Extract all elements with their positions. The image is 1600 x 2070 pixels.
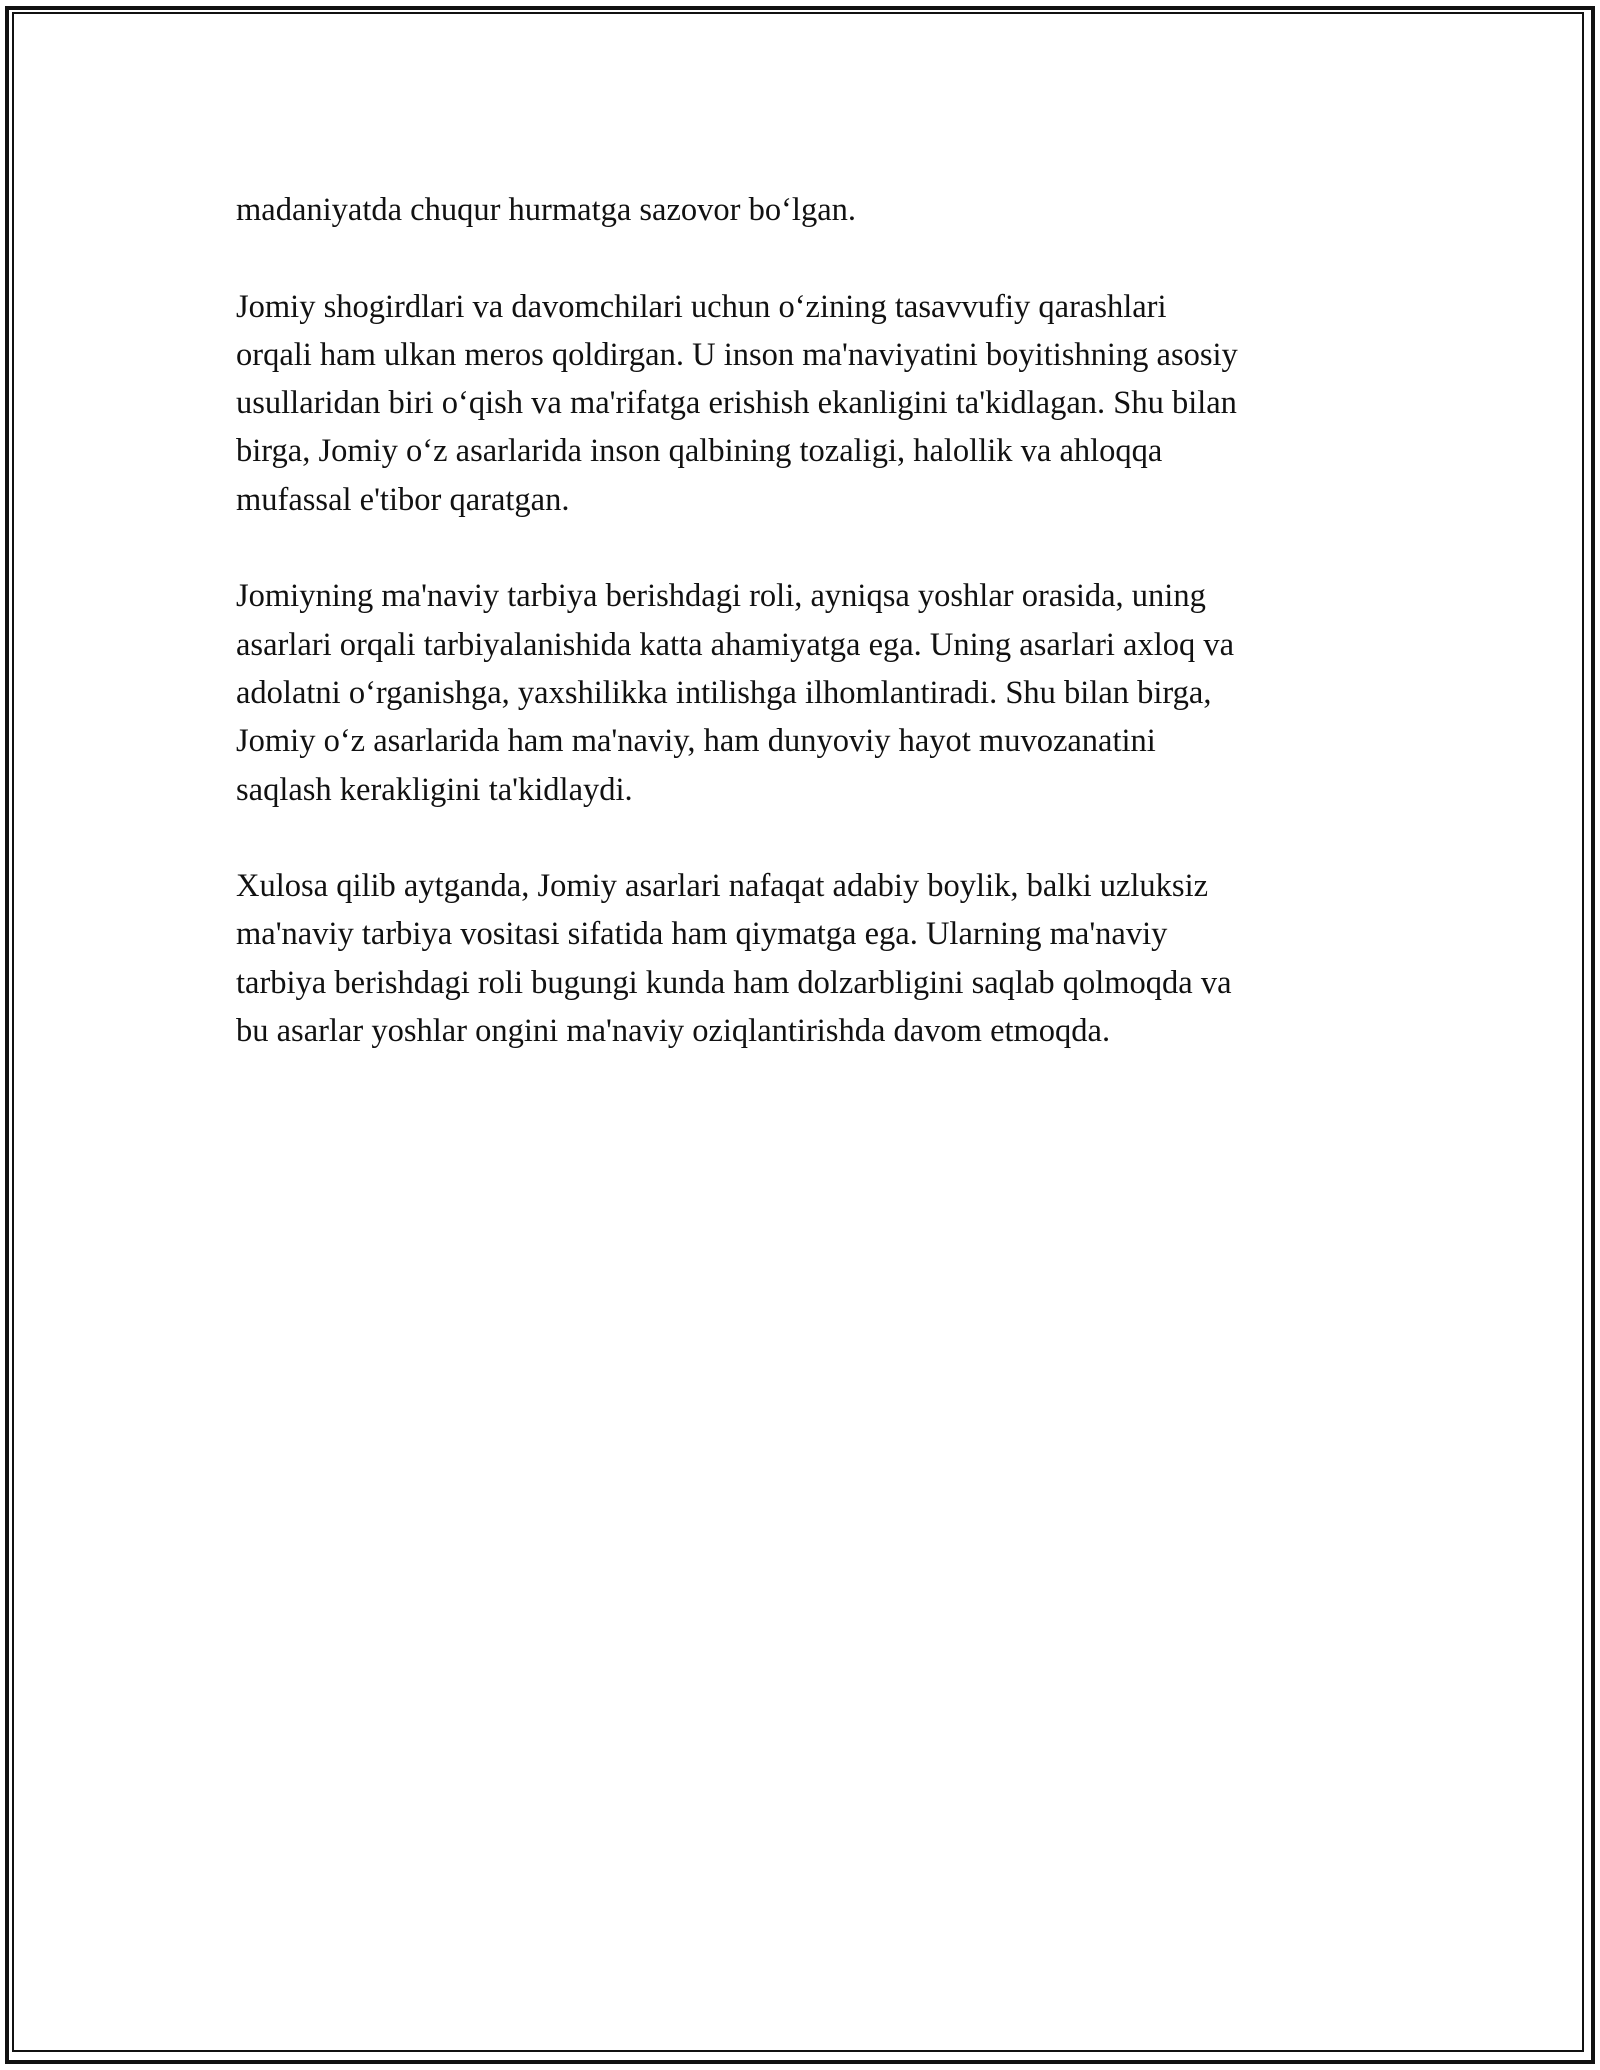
text-line: bu asarlar yoshlar ongini ma'naviy oziqlantirishda davom etmoqda. xyxy=(236,1013,1111,1050)
text-line: Jomiy shogirdlari va davomchilari uchun oʻzining tasavvufiy qarashlari xyxy=(236,288,1167,325)
text-line: adolatni oʻrganishga, yaxshilikka intilishga ilhomlantiradi. Shu bilan birga, xyxy=(236,674,1212,711)
paragraph-1 xyxy=(236,186,1376,234)
text-line: mufassal e'tibor qaratgan. xyxy=(236,481,570,518)
text-line: Jomiy oʻz asarlarida ham ma'naviy, ham dunyoviy hayot muvozanatini xyxy=(236,723,1156,760)
text-line: saqlash kerakligini ta'kidlaydi. xyxy=(236,771,633,808)
text-line: usullaridan biri oʻqish va ma'rifatga erishish ekanligini ta'kidlagan. Shu bilan xyxy=(236,385,1237,422)
text-line: asarlari orqali tarbiyalanishida katta ahamiyatga ega. Uning asarlari axloq va xyxy=(236,626,1235,663)
text-line: Xulosa qilib aytganda, Jomiy asarlari nafaqat adabiy boylik, balki uzluksiz xyxy=(236,868,1209,905)
text-line: madaniyatda chuqur hurmatga sazovor boʻlgan. xyxy=(236,192,856,228)
paragraph-2 xyxy=(236,283,1376,524)
paragraph-3 xyxy=(236,572,1376,813)
text-line: Jomiyning ma'naviy tarbiya berishdagi roli, ayniqsa yoshlar orasida, uning xyxy=(236,578,1206,615)
text-line: ma'naviy tarbiya vositasi sifatida ham qiymatga ega. Ularning ma'naviy xyxy=(236,916,1168,953)
text-line: birga, Jomiy oʻz asarlarida inson qalbining tozaligi, halollik va ahloqqa xyxy=(236,433,1163,470)
document-body xyxy=(236,186,1376,1104)
text-line: tarbiya berishdagi roli bugungi kunda ham dolzarbligini saqlab qolmoqda va xyxy=(236,964,1232,1001)
paragraph-4 xyxy=(236,862,1376,1055)
text-line: orqali ham ulkan meros qoldirgan. U inson ma'naviyatini boyitishning asosiy xyxy=(236,336,1238,373)
